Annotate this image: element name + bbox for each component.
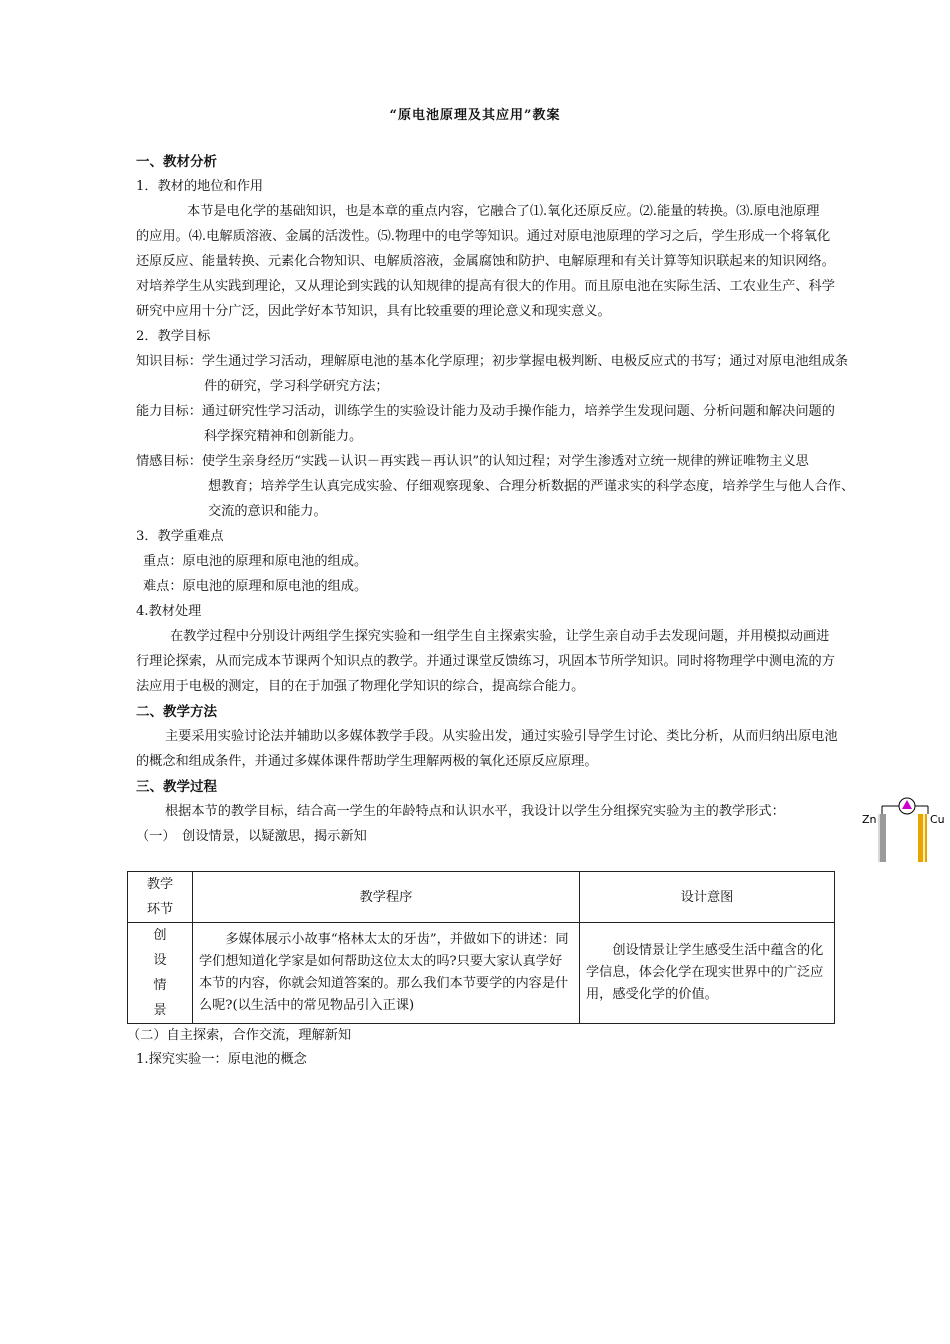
section-1-heading: 一、教材分析 (136, 154, 217, 170)
stage-char: 情 (153, 978, 167, 993)
subsection-1-2: 2．教学目标 (136, 329, 211, 344)
para-line: 的应用。⑷.电解质溶液、金属的活泼性。⑸.物理中的电学等知识。通过对原电池原理的学习之后，学生形成一个将氧化 (136, 229, 831, 244)
experiment-1-heading: 1.探究实验一：原电池的概念 (136, 1052, 307, 1067)
para-line: 还原反应、能量转换、元素化合物知识、电解质溶液，金属腐蚀和防护、电解原理和有关计算等知识联起来的知识网络。 (136, 254, 835, 269)
para-line: 的概念和组成条件，并通过多媒体课件帮助学生理解两极的氧化还原反应原理。 (136, 754, 598, 769)
para-line: 在教学过程中分别设计两组学生探究实验和一组学生自主探索实验，让学生亲自动手去发现问题，并用模拟动画进 (170, 629, 830, 644)
para-line: 本节是电化学的基础知识，也是本章的重点内容，它融合了⑴.氧化还原反应。⑵.能量的转换。⑶.原电池原理 (187, 204, 820, 219)
galvanic-cell-icon (862, 796, 950, 864)
subsection-1-1: 1．教材的地位和作用 (136, 179, 264, 194)
para-line: 行理论探索，从而完成本节课两个知识点的教学。并通过课堂反馈练习，巩固本节所学知识。同时将物理学中测电流的方 (136, 654, 835, 669)
zn-label: Zn (862, 813, 877, 826)
stage-char: 创 (153, 928, 167, 943)
para-line: 根据本节的教学目标，结合高一学生的年龄特点和认识水平，我设计以学生分组探究实验为主的教学形式： (165, 804, 785, 819)
subsection-1-3: 3．教学重难点 (136, 529, 224, 544)
header-text: 环节 (146, 902, 174, 917)
table-header-intent: 设计意图 (580, 872, 835, 923)
goal-line: 交流的意识和能力。 (208, 504, 327, 519)
goal-line: 知识目标：学生通过学习活动，理解原电池的基本化学原理；初步掌握电极判断、电极反应式的书写；通过对原电池组成条 (136, 354, 849, 369)
difficult-point: 难点：原电池的原理和原电池的组成。 (143, 579, 368, 594)
table-cell-stage (128, 923, 193, 1024)
stage-char: 设 (153, 953, 167, 968)
cu-label: Cu (930, 813, 945, 826)
step-1-heading: （一） 创设情景，以疑激思，揭示新知 (136, 829, 367, 844)
goal-line: 想教育；培养学生认真完成实验、仔细观察现象、合理分析数据的严谨求实的科学态度，培养学生与他人合作、 (208, 479, 855, 494)
step-2-heading: （二）自主探索，合作交流，理解新知 (127, 1028, 352, 1043)
goal-line: 科学探究精神和创新能力。 (204, 429, 363, 444)
table-header-stage (128, 872, 193, 923)
table-cell-procedure: 多媒体展示小故事“格林太太的牙齿”，并做如下的讲述：同学们想知道化学家是如何帮助这位太太的吗?只要大家认真学好本节的内容，你就会知道答案的。那么我们本节要学的内容是什么呢?(以生活中的常见物品引入正课) (193, 923, 580, 1024)
para-line: 对培养学生从实践到理论，又从理论到实践的认知规律的提高有很大的作用。而且原电池在实际生活、工农业生产、科学 (136, 279, 835, 294)
subsection-1-4: 4.教材处理 (136, 604, 202, 619)
section-2-heading: 二、教学方法 (136, 704, 217, 720)
header-text: 教学 (146, 877, 174, 892)
stage-char: 景 (153, 1003, 167, 1018)
table-header-procedure: 教学程序 (193, 872, 580, 923)
para-line: 研究中应用十分广泛，因此学好本节知识，具有比较重要的理论意义和现实意义。 (136, 304, 611, 319)
teaching-process-table (127, 871, 835, 1024)
document-title: “原电池原理及其应用”教案 (389, 108, 561, 123)
goal-line: 件的研究，学习科学研究方法； (204, 379, 389, 394)
table-cell-intent: 创设情景让学生感受生活中蕴含的化学信息，体会化学在现实世界中的广泛应用，感受化学的价值。 (580, 923, 835, 1024)
section-3-heading: 三、教学过程 (136, 779, 217, 795)
para-line: 主要采用实验讨论法并辅助以多媒体教学手段。从实验出发，通过实验引导学生讨论、类比分析，从而归纳出原电池 (165, 729, 838, 744)
para-line: 法应用于电极的测定，目的在于加强了物理化学知识的综合，提高综合能力。 (136, 679, 585, 694)
key-point: 重点：原电池的原理和原电池的组成。 (143, 554, 368, 569)
goal-line: 能力目标：通过研究性学习活动，训练学生的实验设计能力及动手操作能力，培养学生发现问题、分析问题和解决问题的 (136, 404, 835, 419)
goal-line: 情感目标：使学生亲身经历“实践－认识－再实践－再认识”的认知过程；对学生渗透对立统一规律的辨证唯物主义思 (136, 454, 809, 469)
